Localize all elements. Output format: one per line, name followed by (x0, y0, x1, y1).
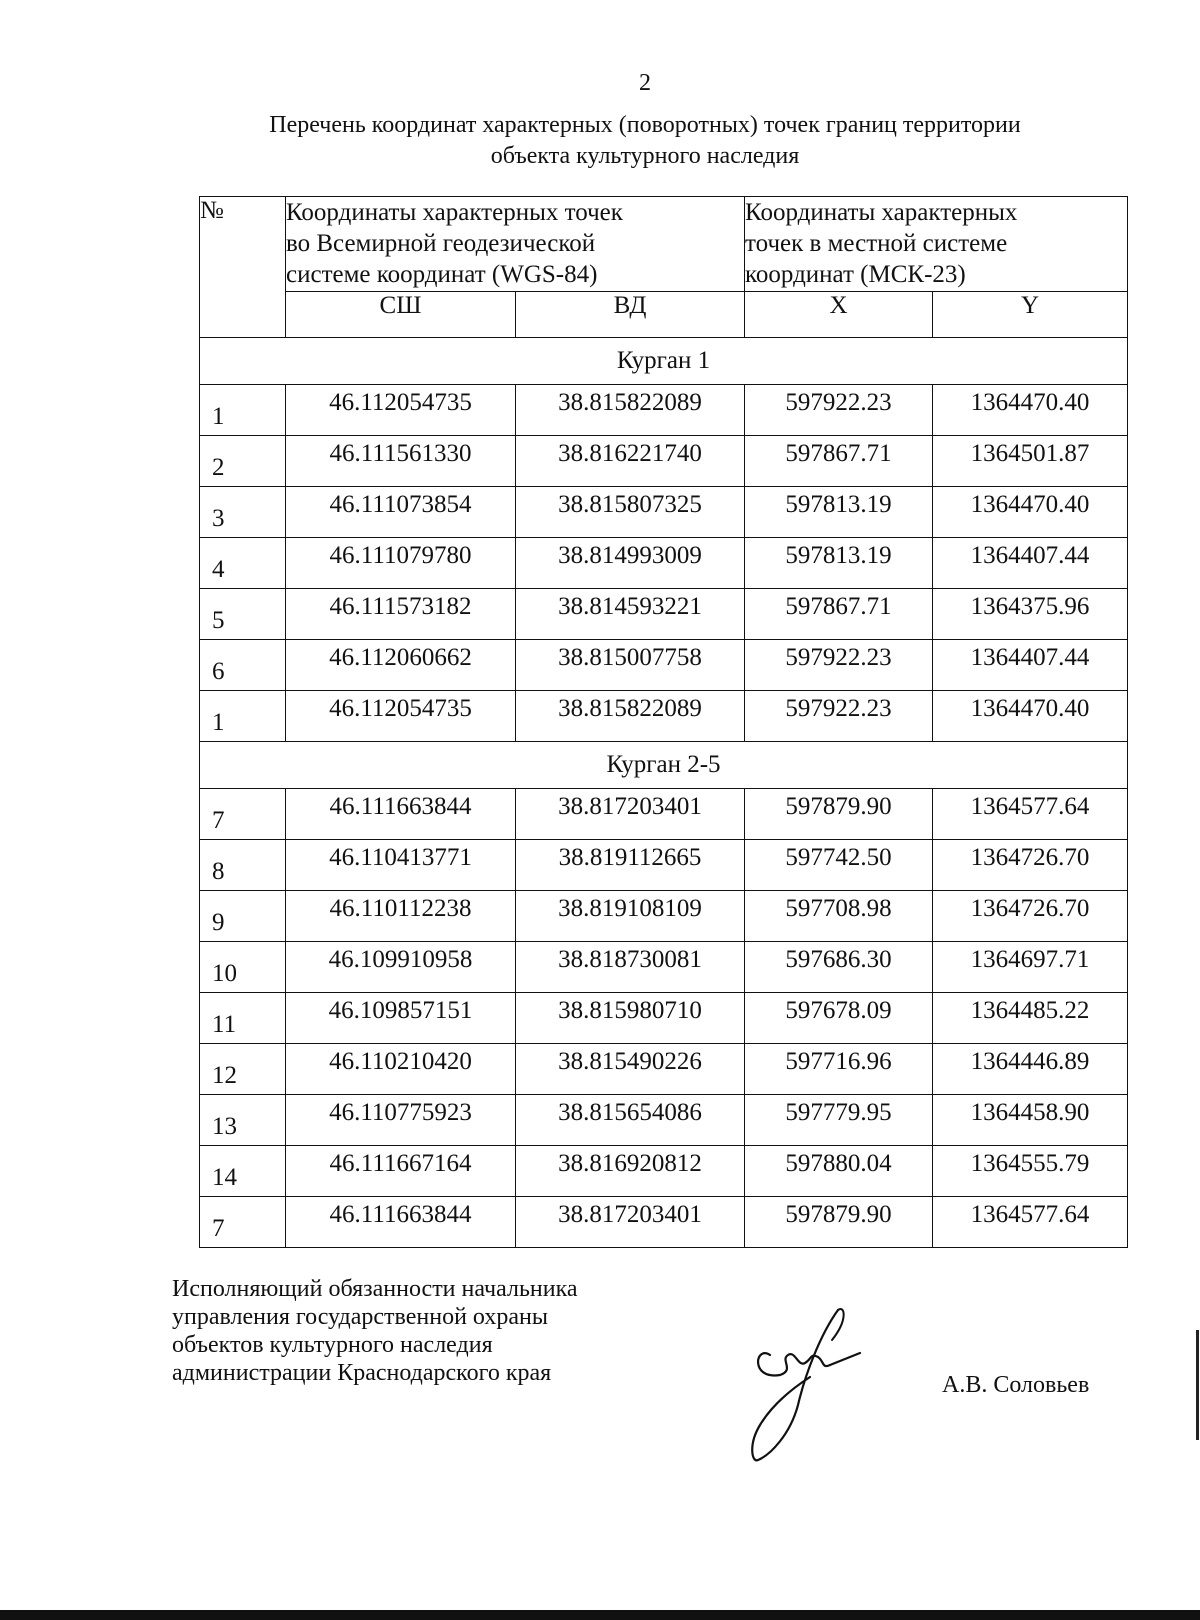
point-number: 7 (200, 789, 286, 840)
header-wgs84-line-2: во Всемирной геодезической (286, 230, 596, 257)
table-body (200, 338, 1128, 1248)
header-longitude: ВД (516, 292, 745, 338)
cell-x: 597922.23 (745, 640, 933, 691)
cell-y: 1364458.90 (933, 1095, 1128, 1146)
signer-name: А.В. Соловьев (942, 1372, 1090, 1398)
table-row (200, 1197, 1128, 1248)
signer-position-line-2: управления государственной охраны (172, 1304, 548, 1330)
table-row (200, 1146, 1128, 1197)
cell-y: 1364726.70 (933, 840, 1128, 891)
point-number: 5 (200, 589, 286, 640)
cell-x: 597716.96 (745, 1044, 933, 1095)
cell-lon: 38.815654086 (516, 1095, 745, 1146)
cell-y: 1364470.40 (933, 487, 1128, 538)
cell-lon: 38.816221740 (516, 436, 745, 487)
point-number: 9 (200, 891, 286, 942)
cell-lat: 46.110775923 (286, 1095, 516, 1146)
point-number: 1 (200, 691, 286, 742)
cell-y: 1364407.44 (933, 538, 1128, 589)
table-row (200, 691, 1128, 742)
cell-x: 597779.95 (745, 1095, 933, 1146)
table-row (200, 942, 1128, 993)
group-row (200, 338, 1128, 385)
cell-lat: 46.111079780 (286, 538, 516, 589)
cell-lon: 38.817203401 (516, 789, 745, 840)
cell-lat: 46.110112238 (286, 891, 516, 942)
document-title-line-1: Перечень координат характерных (поворотных) точек границ территории (269, 112, 1021, 138)
table-subheader-row (200, 292, 1128, 338)
cell-y: 1364697.71 (933, 942, 1128, 993)
cell-x: 597708.98 (745, 891, 933, 942)
group-title: Курган 2-5 (200, 742, 1128, 789)
cell-lat: 46.112054735 (286, 385, 516, 436)
point-number: 1 (200, 385, 286, 436)
cell-lon: 38.814593221 (516, 589, 745, 640)
cell-lon: 38.815807325 (516, 487, 745, 538)
table-row (200, 891, 1128, 942)
point-number: 6 (200, 640, 286, 691)
point-number: 10 (200, 942, 286, 993)
coordinates-table (199, 196, 1128, 1248)
signer-position-line-3: объектов культурного наследия (172, 1332, 493, 1358)
header-wgs84-line-1: Координаты характерных точек (286, 199, 623, 226)
point-number: 3 (200, 487, 286, 538)
table-row (200, 385, 1128, 436)
group-row (200, 742, 1128, 789)
header-latitude: СШ (286, 292, 516, 338)
cell-x: 597742.50 (745, 840, 933, 891)
handwritten-signature (750, 1305, 880, 1465)
cell-y: 1364375.96 (933, 589, 1128, 640)
cell-lat: 46.111561330 (286, 436, 516, 487)
cell-lon: 38.815822089 (516, 385, 745, 436)
group-title: Курган 1 (200, 338, 1128, 385)
cell-lon: 38.818730081 (516, 942, 745, 993)
cell-lon: 38.815007758 (516, 640, 745, 691)
cell-lon: 38.814993009 (516, 538, 745, 589)
cell-lat: 46.112060662 (286, 640, 516, 691)
cell-x: 597922.23 (745, 385, 933, 436)
cell-y: 1364501.87 (933, 436, 1128, 487)
cell-x: 597879.90 (745, 789, 933, 840)
cell-y: 1364555.79 (933, 1146, 1128, 1197)
cell-lon: 38.819108109 (516, 891, 745, 942)
point-number: 11 (200, 993, 286, 1044)
scan-edge-right (1196, 1330, 1199, 1440)
cell-x: 597813.19 (745, 538, 933, 589)
table-row (200, 1044, 1128, 1095)
point-number: 14 (200, 1146, 286, 1197)
header-number: № (200, 197, 286, 338)
table-row (200, 993, 1128, 1044)
point-number: 2 (200, 436, 286, 487)
header-msk23-line-2: точек в местной системе (745, 230, 1008, 257)
header-x: X (745, 292, 933, 338)
cell-y: 1364726.70 (933, 891, 1128, 942)
cell-y: 1364470.40 (933, 691, 1128, 742)
cell-lat: 46.111663844 (286, 1197, 516, 1248)
cell-lat: 46.111667164 (286, 1146, 516, 1197)
cell-lon: 38.817203401 (516, 1197, 745, 1248)
cell-x: 597867.71 (745, 436, 933, 487)
document-title (130, 110, 1160, 172)
cell-lat: 46.110210420 (286, 1044, 516, 1095)
cell-lat: 46.110413771 (286, 840, 516, 891)
point-number: 7 (200, 1197, 286, 1248)
table-row (200, 487, 1128, 538)
scan-edge-bottom (0, 1610, 1200, 1620)
cell-y: 1364577.64 (933, 1197, 1128, 1248)
point-number: 13 (200, 1095, 286, 1146)
page-number: 2 (639, 70, 651, 96)
signer-position (172, 1275, 578, 1387)
table-row (200, 1095, 1128, 1146)
header-msk23-line-3: координат (МСК-23) (745, 261, 966, 288)
cell-x: 597867.71 (745, 589, 933, 640)
table-row (200, 789, 1128, 840)
table-header-row (200, 197, 1128, 292)
cell-y: 1364470.40 (933, 385, 1128, 436)
table-row (200, 538, 1128, 589)
cell-x: 597813.19 (745, 487, 933, 538)
cell-y: 1364446.89 (933, 1044, 1128, 1095)
cell-x: 597678.09 (745, 993, 933, 1044)
cell-lon: 38.815980710 (516, 993, 745, 1044)
table-row (200, 436, 1128, 487)
cell-lon: 38.819112665 (516, 840, 745, 891)
cell-x: 597686.30 (745, 942, 933, 993)
document-title-line-2: объекта культурного наследия (490, 143, 800, 169)
header-y: Y (933, 292, 1128, 338)
cell-x: 597880.04 (745, 1146, 933, 1197)
cell-lon: 38.815822089 (516, 691, 745, 742)
cell-lat: 46.112054735 (286, 691, 516, 742)
table-row (200, 840, 1128, 891)
table-row (200, 640, 1128, 691)
cell-x: 597922.23 (745, 691, 933, 742)
cell-lon: 38.815490226 (516, 1044, 745, 1095)
header-msk23 (745, 197, 1128, 292)
cell-lat: 46.111663844 (286, 789, 516, 840)
cell-lat: 46.109910958 (286, 942, 516, 993)
header-wgs84 (286, 197, 745, 292)
point-number: 12 (200, 1044, 286, 1095)
table-row (200, 589, 1128, 640)
signer-position-line-1: Исполняющий обязанности начальника (172, 1276, 578, 1302)
cell-lon: 38.816920812 (516, 1146, 745, 1197)
signer-position-line-4: администрации Краснодарского края (172, 1360, 552, 1386)
header-msk23-line-1: Координаты характерных (745, 199, 1018, 226)
cell-lat: 46.111073854 (286, 487, 516, 538)
cell-y: 1364407.44 (933, 640, 1128, 691)
point-number: 8 (200, 840, 286, 891)
cell-y: 1364485.22 (933, 993, 1128, 1044)
cell-y: 1364577.64 (933, 789, 1128, 840)
cell-x: 597879.90 (745, 1197, 933, 1248)
header-wgs84-line-3: системе координат (WGS-84) (286, 261, 598, 288)
cell-lat: 46.111573182 (286, 589, 516, 640)
cell-lat: 46.109857151 (286, 993, 516, 1044)
point-number: 4 (200, 538, 286, 589)
